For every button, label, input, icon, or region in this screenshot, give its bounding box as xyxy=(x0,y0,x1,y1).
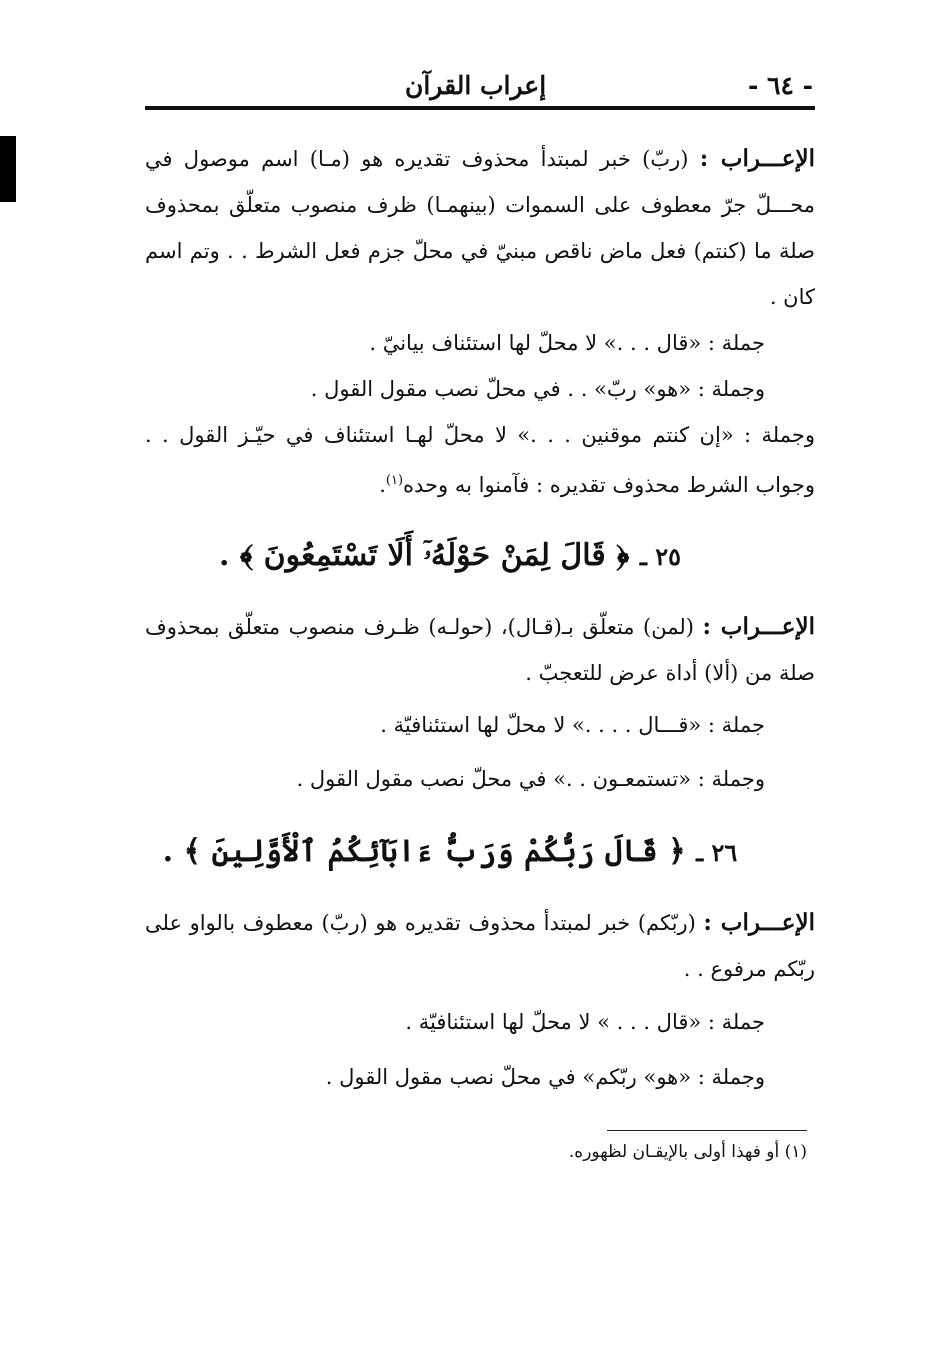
running-title: إعراب القرآن xyxy=(405,70,547,100)
irab-paragraph-1 xyxy=(145,136,815,320)
verse-text: ﴿ قَالَ رَبُّكُمْ وَرَبُّ ءَابَآئِكُمُ ٱلْأَوَّلِينَ ﴾ . xyxy=(162,834,686,869)
irab-paragraph-2 xyxy=(145,604,815,696)
irab-label: الإعـــراب : xyxy=(703,909,815,936)
verse-26 xyxy=(145,804,815,900)
irab-label: الإعـــراب : xyxy=(699,145,815,172)
sentence-line: وجملة : «هو» ربّ» . . في محلّ نصب مقول القول . xyxy=(310,377,765,401)
sentence-line: جملة : «قـــال . . . .» لا محلّ لها استئنافيّة . xyxy=(380,713,765,737)
irab-text: (ربّكم) خبر لمبتدأ محذوف تقديره هو (ربّ) معطوف بالواو على ربّكم مرفوع . . xyxy=(145,911,815,981)
verse-number: ٢٥ ـ xyxy=(639,542,682,571)
footnote: (١) أو فهذا أولى بالإيقـان لظهوره. xyxy=(568,1142,807,1162)
page-number: - ٦٤ - xyxy=(747,70,813,100)
page xyxy=(145,64,815,1169)
sentence-line: جملة : «قال . . . » لا محلّ لها استئنافيّة . xyxy=(405,1010,765,1034)
sentence-line: وجملة : «هو» ربّكم» في محلّ نصب مقول القول . xyxy=(325,1065,765,1089)
verse-text: ﴿ قَالَ لِمَنْ حَوْلَهُۥٓ أَلَا تَسْتَمِعُونَ ﴾ . xyxy=(218,538,630,573)
irab-paragraph-3 xyxy=(145,900,815,992)
footnote-marker: (١) xyxy=(385,473,404,488)
irab-label: الإعـــراب : xyxy=(702,613,815,640)
sentence-line: وجملة : «تستمعـون . .» في محلّ نصب مقول القول . xyxy=(296,767,765,791)
verse-number: ٢٦ ـ xyxy=(696,838,738,867)
sentence-paragraph: وجملة : «إن كنتم موقنين . . .» لا محلّ لهـا استئناف في حيّـز القول . . وجواب الشرط محذوف تقديره : فآمنوا به وحده$^{(١)}$. xyxy=(145,423,815,497)
sentence-text: وجملة : «إن كنتم موقنين . . .» لا محلّ لهـا استئناف في حيّـز القول . . وجواب الشرط محذوف تقديره : فآمنوا به وحده xyxy=(145,423,815,497)
page-header xyxy=(145,64,815,110)
verse-25 xyxy=(145,508,815,604)
sentence-line: جملة : «قال . . .» لا محلّ لها استئناف بيانيّ . xyxy=(369,331,765,355)
page-edge-mark xyxy=(0,136,16,202)
irab-text: (لمن) متعلّق بـ(قـال)، (حولـه) ظـرف منصوب متعلّق بمحذوف صلة من (ألا) أداة عرض للتعجبّ . xyxy=(145,615,815,685)
irab-text: (ربّ) خبر لمبتدأ محذوف تقديره هو (مـا) اسم موصول في محـــلّ جرّ معطوف على السموات (بينهمـا) ظرف منصوب متعلّق بمحذوف صلة ما (كنتم) فعل ماض ناقص مبنيّ في محلّ جزم فعل الشرط . . وتم اسم كان . xyxy=(145,147,815,309)
footnote-separator xyxy=(607,1130,807,1131)
